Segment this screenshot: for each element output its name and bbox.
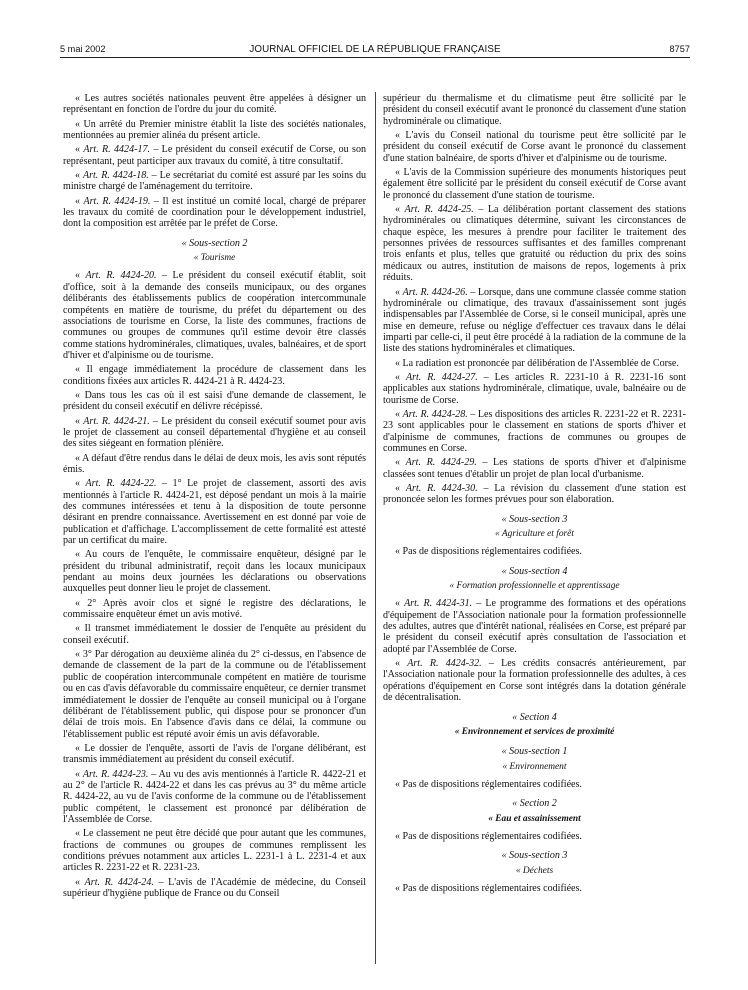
article-ref: Art. R. 4424-29. bbox=[405, 457, 477, 469]
body-paragraph: supérieur du thermalisme et du climatisme peut être sollicité par le président du conseil exécutif avant le prononcé du classement d'une station hydrominérale ou climatique. bbox=[383, 93, 686, 127]
article-ref: Art. R. 4424-31. bbox=[404, 598, 473, 610]
right-column bbox=[383, 93, 686, 897]
section-heading: « Sous-section 4 bbox=[501, 565, 568, 577]
article-ref: Art. R. 4424-22. bbox=[85, 478, 157, 490]
body-paragraph: « L'avis du Conseil national du tourisme peut être sollicité par le président du conseil exécutif de Corse avant le prononcé du classement d'une station balnéaire, de sports d'hiver et d'alpinisme ou de tourisme. bbox=[383, 130, 686, 164]
page-number: 8757 bbox=[669, 44, 690, 54]
column-divider bbox=[375, 92, 376, 964]
article-ref: Art. R. 4424-21. bbox=[83, 415, 150, 427]
article-paragraph: « Art. R. 4424-28. – Les dispositions des articles R. 2231-22 et R. 2231-23 sont applicables pour le classement en stations de sports d'hiver et d'alpinisme de communes, fractions de communes ou groupes de communes en Corse. bbox=[383, 408, 686, 454]
article-ref: Art. R. 4424-24. bbox=[84, 876, 154, 888]
body-paragraph: « Dans tous les cas où il est saisi d'une demande de classement, le président du conseil exécutif en délivre récépissé. bbox=[63, 389, 366, 413]
article-ref: Art. R. 4424-26. bbox=[402, 286, 468, 298]
article-text: – Les dispositions des articles R. 2231-22 et R. 2231-23 sont applicables pour le classement en stations de sports d'hiver et d'alpinisme de communes, fractions de communes ou groupes de communes en Corse. bbox=[383, 408, 686, 454]
article-paragraph: « Art. R. 4424-31. – Le programme des formations et des opérations d'équipement de l'Association nationale pour la formation professionnelle des adultes, autres que d'intérêt national, réalisées en Corse, est préparé par le président du conseil exécutif après consultation de l'association et adopté par l'Assemblée de Corse. bbox=[383, 598, 686, 655]
body-paragraph: « Il engage immédiatement la procédure de classement dans les conditions fixées aux articles R. 4424-21 à R. 4424-23. bbox=[63, 364, 366, 387]
body-paragraph: « A défaut d'être rendus dans le délai de deux mois, les avis sont réputés émis. bbox=[63, 452, 366, 475]
subsection-title: « Tourisme bbox=[193, 253, 236, 264]
article-paragraph: « Art. R. 4424-26. – Lorsque, dans une commune classée comme station hydrominérale ou climatique, des travaux d'assainissement sont jugés indispensables par l'Assemblée de Corse, si le conseil municipal, après une mise en demeure, refuse ou néglige d'effectuer ces travaux dans le délai imparti par celle-ci, il peut être procédé à la radiation de la commune de la liste des stations hydrominérales et climatiques. bbox=[383, 286, 686, 355]
article-paragraph: « Art. R. 4424-20. – Le président du conseil exécutif établit, soit d'office, soit à la demande des conseils municipaux, ou des organes délibérants des établissements publics de coopération intercommunale compétents en matière de tourisme, du préfet du département ou des associations de tourisme en Corse, la liste des communes, fractions de communes ou groupes de communes qu'il estime devoir être classés comme stations hydrominérales, climatiques, uvales, balnéaires, et de sport d'hiver et d'alpinisme ou de tourisme. bbox=[63, 270, 366, 361]
article-text: – Le président du conseil exécutif établit, soit d'office, soit à la demande des conseils municipaux, ou des organes délibérants des établissements publics de coopération intercommunale compétents en matière de tourisme, du préfet du département ou des associations de tourisme en Corse, la liste des communes, fractions de communes ou groupes de communes qu'il estime devoir être classés comme stations hydrominérales, climatiques, uvales, balnéaires, et de sport d'hiver et d'alpinisme ou de tourisme. bbox=[63, 270, 366, 361]
subsection-title: « Environnement bbox=[502, 761, 567, 772]
section-heading: « Sous-section 3 bbox=[501, 513, 568, 525]
article-paragraph: « Art. R. 4424-32. – Les crédits consacrés antérieurement, par l'Association nationale pour la formation professionnelle des adultes, à ces opérations d'équipement en Corse sont intégrés dans la dotation générale de décentralisation. bbox=[383, 658, 686, 704]
article-paragraph: « Art. R. 4424-19. – Il est institué un comité local, chargé de préparer les travaux du comité de coordination pour le développement industriel, dont la composition est arrêtée par le préfet de Corse. bbox=[63, 195, 366, 230]
section-heading: « Sous-section 2 bbox=[181, 237, 248, 249]
article-ref: Art. R. 4424-28. bbox=[402, 408, 468, 420]
article-text: – La révision du classement d'une station est prononcée selon les formes prévues pour son élaboration. bbox=[383, 483, 686, 506]
body-paragraph: « Au cours de l'enquête, le commissaire enquêteur, désigné par le président du tribunal administratif, reçoit dans les locaux municipaux pendant au moins deux journées les déclarations ou observations auxquelles peut donner lieu le projet de classement. bbox=[63, 549, 366, 595]
body-paragraph: « Pas de dispositions réglementaires codifiées. bbox=[395, 882, 582, 894]
body-paragraph: « Pas de dispositions réglementaires codifiées. bbox=[395, 546, 582, 558]
article-text: – 1° Le projet de classement, assorti des avis mentionnés à l'article R. 4424-21, est déposé pendant un mois à la mairie des communes intéressées et tenu à la disposition de toute personne désirant en prendre connaissance. Avertissement en est donné par voie de publication et d'affichage. L'accomplissement de cette formalité est attesté par un certificat du maire. bbox=[63, 478, 366, 547]
article-paragraph: « Art. R. 4424-21. – Le président du conseil exécutif soumet pour avis le projet de classement au conseil départemental d'hygiène et au conseil des sites siégeant en formation plénière. bbox=[63, 415, 366, 450]
section-heading: « Sous-section 1 bbox=[501, 746, 568, 758]
article-text: – Le programme des formations et des opérations d'équipement de l'Association nationale pour la formation professionnelle des adultes, autres que d'intérêt national, réalisées en Corse, est préparé par le président du conseil exécutif après consultation de l'association et adopté par l'Assemblée de Corse. bbox=[383, 598, 686, 655]
article-ref: Art. R. 4424-17. bbox=[83, 144, 151, 156]
subsection-title: « Eau et assainissement bbox=[488, 813, 581, 824]
article-text: – Au vu des avis mentionnés à l'article R. 4422-21 et au 2° de l'article R. 4424-22 et dans les cas prévus au 3° du même article R. 4424-22, au vu de l'avis conforme de la commune ou de l'établissement public compétent, le classement est prononcé par délibération de l'Assemblée de Corse. bbox=[63, 768, 366, 825]
subsection-title: « Déchets bbox=[515, 865, 554, 876]
article-text: – La délibération portant classement des stations hydrominérales ou climatiques détermine, suivant les circonstances de chaque espèce, les mesures à prendre pour faciliter le traitement des personnes privées de ressources suffisantes et des familles comprenant trois enfants et plus, telles que gratuité ou réduction du prix des soins médicaux ou autres, institution de maisons de repos, logements à prix réduits. bbox=[383, 204, 686, 284]
article-ref: Art. R. 4424-18. bbox=[82, 170, 149, 182]
body-paragraph: « La radiation est prononcée par délibération de l'Assemblée de Corse. bbox=[395, 357, 679, 369]
article-text: – Les stations de sports d'hiver et d'alpinisme classées sont tenues d'établir un projet de plan local d'urbanisme. bbox=[383, 457, 686, 480]
article-text: – Il est institué un comité local, chargé de préparer les travaux du comité de coordination pour le développement industriel, dont la composition est arrêtée par le préfet de Corse. bbox=[63, 195, 366, 230]
article-text: – Le secrétariat du comité est assuré par les soins du ministre chargé de l'aménagement du territoire. bbox=[63, 170, 366, 193]
subsection-title: « Agriculture et forêt bbox=[495, 529, 574, 540]
header-date: 5 mai 2002 bbox=[60, 44, 106, 54]
article-text: – Les articles R. 2231-10 à R. 2231-16 sont applicables aux stations hydrominérale, climatique, uvale, balnéaire ou de tourisme de Corse. bbox=[383, 371, 687, 406]
body-paragraph: « Un arrêté du Premier ministre établit la liste des sociétés nationales, mentionnées au premier alinéa du présent article. bbox=[63, 118, 366, 142]
article-paragraph: « Art. R. 4424-17. – Le président du conseil exécutif de Corse, ou son représentant, peut participer aux travaux du comité, à titre consultatif. bbox=[63, 144, 366, 167]
article-ref: Art. R. 4424-32. bbox=[407, 658, 482, 670]
header-rule bbox=[60, 57, 690, 58]
body-paragraph: « Pas de dispositions réglementaires codifiées. bbox=[395, 830, 582, 842]
article-paragraph: « Art. R. 4424-22. – 1° Le projet de classement, assorti des avis mentionnés à l'article R. 4424-21, est déposé pendant un mois à la mairie des communes intéressées et tenu à la disposition de toute personne désirant en prendre connaissance. Avertissement en est donné par voie de publication et d'affichage. L'accomplissement de cette formalité est attesté par un certificat du maire. bbox=[63, 478, 366, 547]
subsection-title: « Environnement et services de proximité bbox=[454, 726, 615, 737]
article-paragraph: « Art. R. 4424-23. – Au vu des avis mentionnés à l'article R. 4422-21 et au 2° de l'article R. 4424-22 et dans les cas prévus au 3° du même article R. 4424-22, au vu de l'avis conforme de la commune ou de l'établissement public compétent, le classement est prononcé par délibération de l'Assemblée de Corse. bbox=[63, 768, 366, 825]
article-text: – Le président du conseil exécutif soumet pour avis le projet de classement au conseil départemental d'hygiène et au conseil des sites siégeant en formation plénière. bbox=[63, 415, 366, 450]
subsection-title: « Formation professionnelle et apprentissage bbox=[449, 581, 620, 592]
article-paragraph: « Art. R. 4424-25. – La délibération portant classement des stations hydrominérales ou climatiques détermine, suivant les circonstances de chaque espèce, les mesures à prendre pour faciliter le traitement des personnes privées de ressources suffisantes et des familles comprenant trois enfants et plus, telles que gratuité ou réduction du prix des soins médicaux ou autres, institution de maisons de repos, logements à prix réduits. bbox=[383, 204, 686, 284]
body-paragraph: « Il transmet immédiatement le dossier de l'enquête au président du conseil exécutif. bbox=[63, 623, 366, 646]
article-ref: Art. R. 4424-23. bbox=[82, 768, 149, 780]
article-paragraph: « Art. R. 4424-29. – Les stations de sports d'hiver et d'alpinisme classées sont tenues d'établir un projet de plan local d'urbanisme. bbox=[383, 457, 686, 480]
article-text: – Lorsque, dans une commune classée comme station hydrominérale ou climatique, des travaux d'assainissement sont jugés indispensables par l'Assemblée de Corse, si le conseil municipal, après une mise en demeure, refuse ou néglige d'effectuer ces travaux dans le délai imparti par celle-ci, il peut être procédé à la radiation de la commune de la liste des stations hydrominérales et climatiques. bbox=[383, 286, 686, 355]
journal-title: JOURNAL OFFICIEL DE LA RÉPUBLIQUE FRANÇAISE bbox=[249, 44, 501, 55]
article-text: – Les crédits consacrés antérieurement, par l'Association nationale pour la formation professionnelle des adultes, à ces opérations d'équipement en Corse sont intégrés dans la dotation générale de décentralisation. bbox=[383, 658, 686, 704]
article-paragraph: « Art. R. 4424-30. – La révision du classement d'une station est prononcée selon les formes prévues pour son élaboration. bbox=[383, 483, 686, 506]
article-ref: Art. R. 4424-27. bbox=[405, 371, 478, 383]
body-paragraph: « Le classement ne peut être décidé que pour autant que les communes, fractions de communes ou groupes de communes remplissent les conditions prévues notamment aux articles L. 2231-1 à L. 2231-4 et aux articles R. 2231-22 et R. 2231-23. bbox=[63, 828, 366, 874]
article-ref: Art. R. 4424-20. bbox=[85, 270, 157, 282]
article-paragraph: « Art. R. 4424-24. – L'avis de l'Académie de médecine, du Conseil supérieur d'hygiène publique de France ou du Conseil bbox=[63, 876, 366, 899]
article-ref: Art. R. 4424-25. bbox=[404, 204, 474, 216]
article-ref: Art. R. 4424-19. bbox=[83, 195, 151, 207]
body-paragraph: « Le dossier de l'enquête, assorti de l'avis de l'organe délibérant, est transmis immédiatement au président du conseil exécutif. bbox=[63, 742, 366, 766]
section-heading: « Section 4 bbox=[512, 711, 557, 723]
article-paragraph: « Art. R. 4424-18. – Le secrétariat du comité est assuré par les soins du ministre chargé de l'aménagement du territoire. bbox=[63, 170, 366, 193]
section-heading: « Section 2 bbox=[512, 798, 557, 810]
body-paragraph: « Les autres sociétés nationales peuvent être appelées à désigner un représentant en fonction de l'ordre du jour du comité. bbox=[63, 93, 366, 116]
body-paragraph: « 2° Après avoir clos et signé le registre des déclarations, le commissaire enquêteur émet un avis motivé. bbox=[63, 597, 366, 621]
body-paragraph: « 3° Par dérogation au deuxième alinéa du 2° ci-dessus, en l'absence de demande de classement de la part de la commune ou de l'établissement public de coopération intercommunale compétent en matière de tourisme ou en cas d'avis défavorable du commissaire enquêteur, ce dernier transmet immédiatement le dossier de l'enquête au conseil municipal ou à l'organe délibérant de l'établissement public, qui dispose pour se prononcer d'un délai de trois mois. En l'absence d'avis dans ce délai, la commune ou l'établissement public est réputé avoir émis un avis défavorable. bbox=[63, 649, 366, 740]
body-paragraph: « L'avis de la Commission supérieure des monuments historiques peut également être sollicité par le président du conseil exécutif de Corse avant le prononcé du classement d'une station de tourisme. bbox=[383, 167, 686, 201]
section-heading: « Sous-section 3 bbox=[501, 850, 568, 862]
article-text: – Le président du conseil exécutif de Corse, ou son représentant, peut participer aux travaux du comité, à titre consultatif. bbox=[63, 144, 366, 167]
body-paragraph: « Pas de dispositions réglementaires codifiées. bbox=[395, 778, 582, 790]
article-paragraph: « Art. R. 4424-27. – Les articles R. 2231-10 à R. 2231-16 sont applicables aux stations hydrominérale, climatique, uvale, balnéaire ou de tourisme de Corse. bbox=[383, 371, 687, 406]
article-ref: Art. R. 4424-30. bbox=[405, 483, 478, 494]
article-text: – L'avis de l'Académie de médecine, du Conseil supérieur d'hygiène publique de France ou du Conseil bbox=[63, 876, 366, 899]
left-column bbox=[63, 93, 366, 902]
